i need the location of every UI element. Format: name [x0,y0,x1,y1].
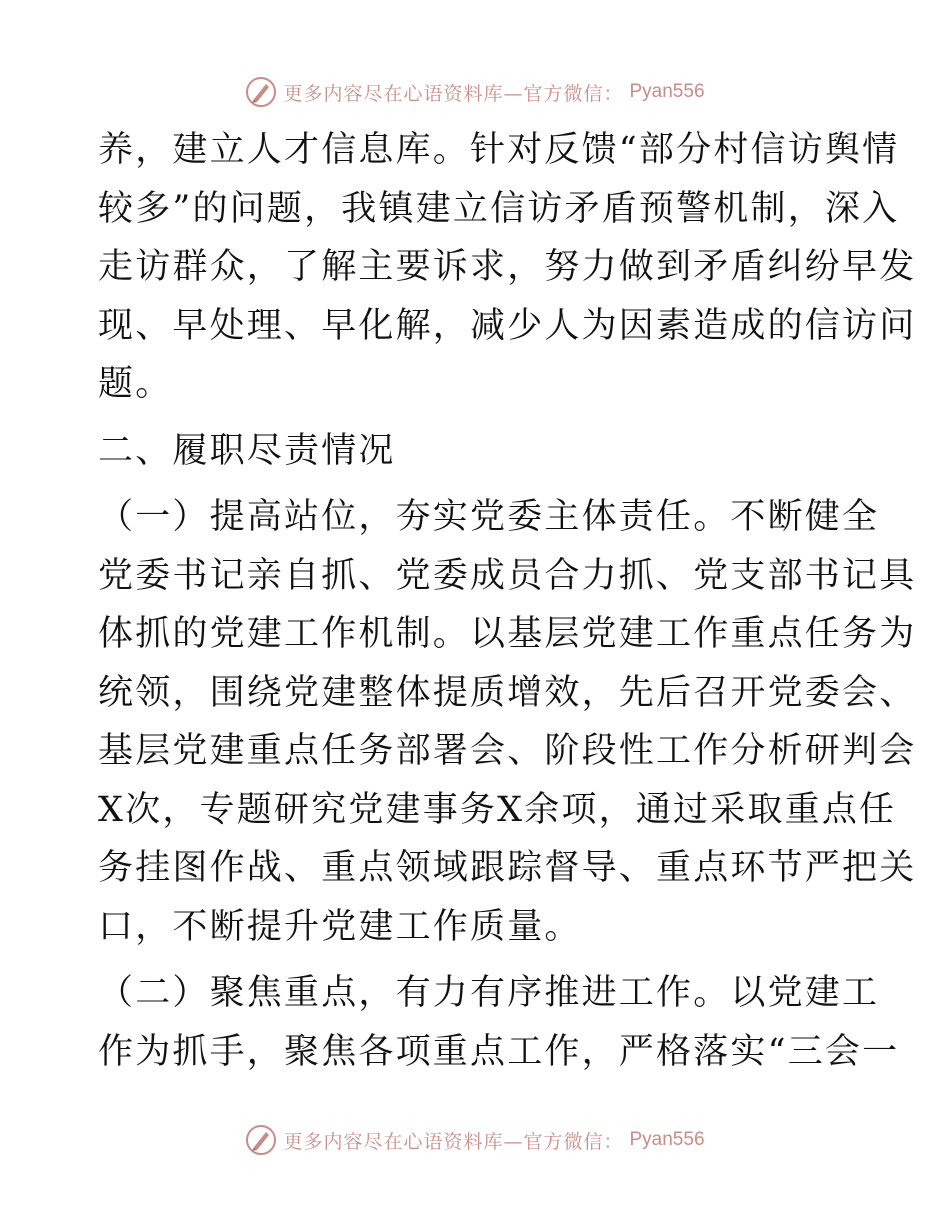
section-heading [98,422,858,481]
text-line: X次，专题研究党建事务X余项，通过采取重点任 [98,789,897,830]
text-line: 口，不断提升党建工作质量。 [98,906,582,947]
header-watermark [0,72,950,112]
text-line: 基层党建重点任务部署会、阶段性工作分析研判会 [98,731,917,771]
text-line: 作为抓手，聚焦各项重点工作，严格落实“三会一 [98,1031,900,1072]
text-line: 现、早处理、早化解，减少人为因素造成的信访问 [98,305,917,346]
text-line: 较多”的问题，我镇建立信访矛盾预警机制，深入 [98,188,900,229]
watermark-id: Pyan556 [629,81,705,102]
text-line: 养，建立人才信息库。针对反馈“部分村信访舆情 [98,130,900,170]
paragraph-2 [98,488,917,956]
text-line: 党委书记亲自抓、党委成员合力抓、党支部书记具 [98,555,917,596]
paragraph-1 [98,121,917,414]
document-body [98,121,917,1081]
pen-logo-icon [245,76,277,108]
text-line: 统领，围绕党建整体提质增效，先后召开党委会、 [98,672,917,713]
watermark-text: 更多内容尽在心语资料库—官方微信： [283,82,624,105]
text-line: 走访群众，了解主要诉求，努力做到矛盾纠纷早发 [98,247,917,287]
watermark-id: Pyan556 [629,1129,705,1150]
pen-logo-icon [245,1124,277,1156]
paragraph-3 [98,964,900,1081]
footer-watermark [0,1120,950,1160]
watermark-text: 更多内容尽在心语资料库—官方微信： [283,1130,624,1153]
text-line: （一）提高站位，夯实党委主体责任。不断健全 [98,497,880,537]
text-line: 题。 [98,364,173,404]
text-line: 体抓的党建工作机制。以基层党建工作重点任务为 [98,614,917,654]
section-title: 二、履职尽责情况 [98,430,396,471]
text-line: （二）聚焦重点，有力有序推进工作。以党建工 [98,973,880,1013]
text-line: 务挂图作战、重点领域跟踪督导、重点环节严把关 [98,848,917,888]
